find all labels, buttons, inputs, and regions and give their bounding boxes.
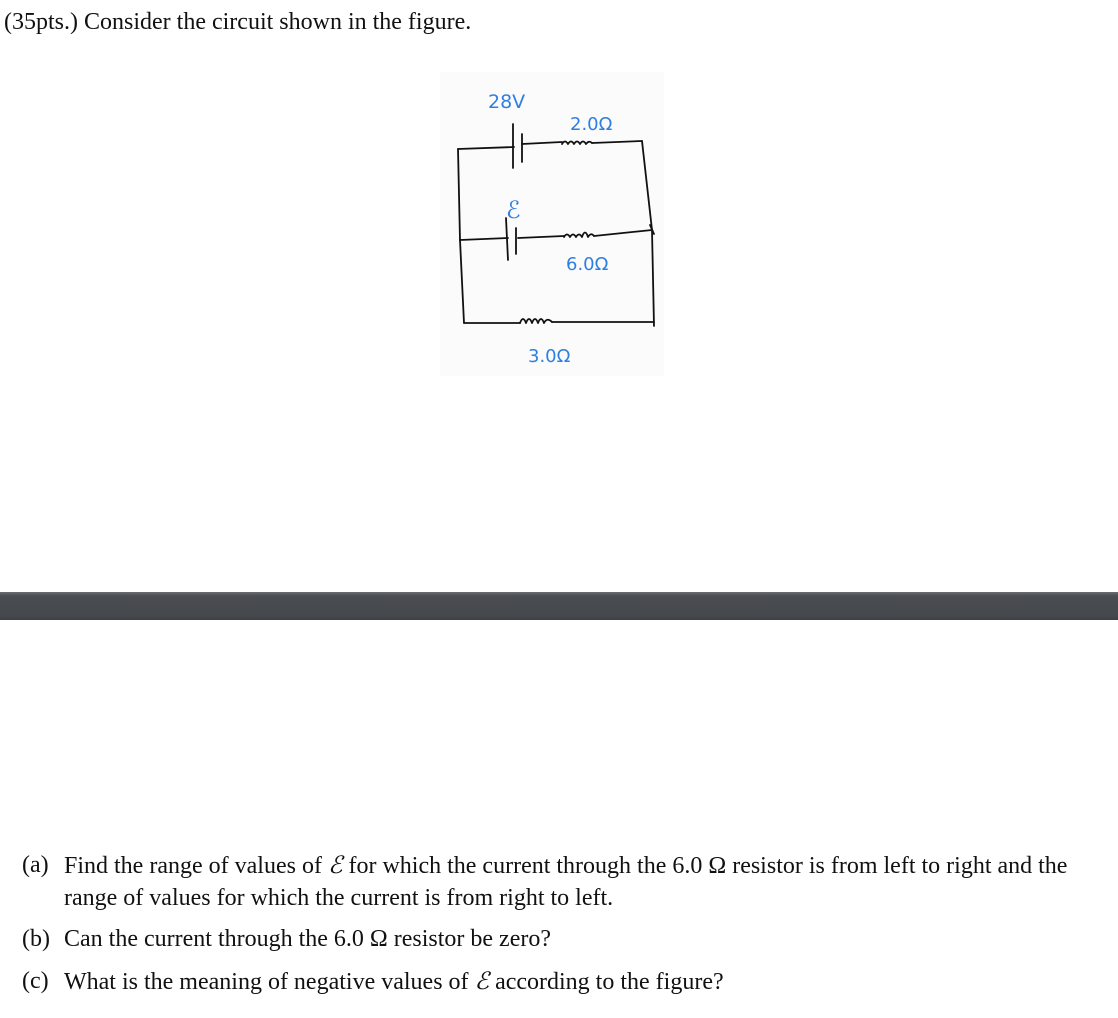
emf-label: ℰ bbox=[506, 196, 521, 224]
question-a-emf-symbol: ℰ bbox=[327, 851, 343, 879]
problem-header: (35pts.) Consider the circuit shown in the figure. bbox=[4, 9, 472, 35]
top-wire-left bbox=[458, 147, 514, 149]
middle-wire-mid bbox=[518, 236, 564, 238]
battery-28v-label: 28V bbox=[488, 91, 526, 113]
question-c-text-part2: according to the figure? bbox=[489, 969, 724, 995]
question-c-emf-symbol: ℰ bbox=[474, 967, 490, 995]
left-wire-upper bbox=[458, 149, 460, 240]
question-b-tag: (b) bbox=[22, 926, 50, 952]
resistor-3-0-label: 3.0Ω bbox=[528, 346, 571, 367]
middle-wire-left bbox=[460, 238, 508, 240]
resistor-6-0-zigzag bbox=[564, 233, 594, 238]
right-wire-lower bbox=[652, 230, 654, 326]
question-a-text-part2: for which the current through the 6.0 Ω resistor is from left to right and the range of values for which the current is from right to left. bbox=[64, 853, 1068, 911]
right-wire-upper bbox=[642, 141, 652, 230]
resistor-2-0-label: 2.0Ω bbox=[570, 114, 613, 135]
left-wire-lower bbox=[460, 240, 464, 323]
resistor-6-0-label: 6.0Ω bbox=[566, 254, 609, 275]
top-wire-mid bbox=[522, 142, 562, 144]
top-wire-right bbox=[592, 141, 642, 143]
question-c-tag: (c) bbox=[22, 968, 49, 994]
circuit-figure bbox=[440, 72, 664, 376]
section-divider bbox=[0, 592, 1118, 620]
middle-wire-right bbox=[594, 230, 652, 236]
question-a-text bbox=[64, 849, 1114, 914]
question-c-text-part1: What is the meaning of negative values of bbox=[64, 969, 475, 995]
question-b-text: Can the current through the 6.0 Ω resistor be zero? bbox=[64, 926, 552, 952]
resistor-2-0-zigzag bbox=[562, 142, 592, 145]
circuit-diagram bbox=[440, 72, 664, 376]
question-a-text-part1: Find the range of values of bbox=[64, 853, 328, 879]
question-a-tag: (a) bbox=[22, 852, 49, 878]
battery-emf-long-plate bbox=[506, 218, 508, 260]
resistor-3-0-zigzag bbox=[520, 319, 552, 323]
question-c-text bbox=[64, 965, 1114, 998]
